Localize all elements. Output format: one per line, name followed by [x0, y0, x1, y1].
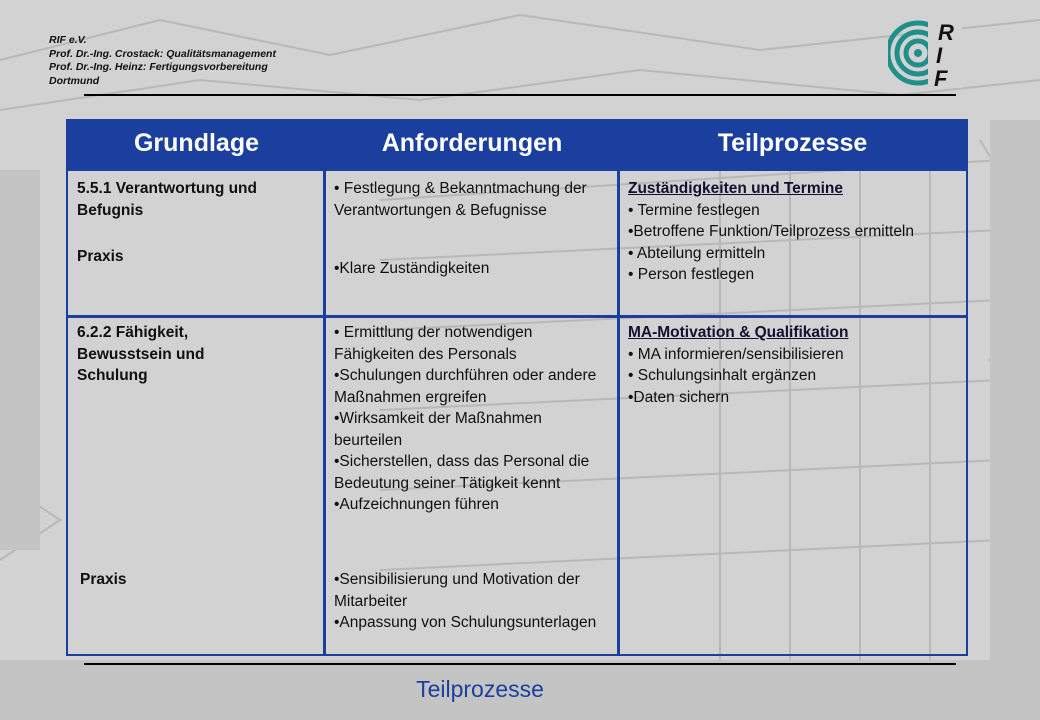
top-divider: [84, 94, 956, 96]
row1-teilprozesse: [628, 178, 958, 286]
list-item: •Aufzeichnungen führen: [334, 496, 499, 513]
header-teilprozesse: Teilprozesse: [717, 129, 868, 157]
row1-anforderungen-item: •Klare Zuständigkeiten: [334, 260, 490, 277]
list-item: • Ermittlung der notwendigen Fähigkeiten des Personals: [334, 324, 533, 363]
list-item: •Betroffene Funktion/Teilprozess ermitteln: [628, 223, 915, 240]
row2-teilprozesse: [628, 322, 958, 408]
header-grundlage: Grundlage: [133, 129, 259, 157]
list-item: •Sensibilisierung und Motivation der Mitarbeiter: [334, 571, 580, 610]
header-anforderungen: Anforderungen: [381, 129, 563, 157]
list-item: •Sicherstellen, dass das Personal die Bedeutung seiner Tätigkeit kennt: [334, 453, 590, 492]
row2-anforderungen-praxis: [334, 569, 610, 634]
list-item: •Schulungen durchführen oder andere Maßnahmen ergreifen: [334, 367, 597, 406]
row2-teilprozesse-title: MA-Motivation & Qualifikation: [628, 324, 849, 341]
column-divider: [323, 171, 326, 656]
org-professor-2: Prof. Dr.-Ing. Heinz: Fertigungsvorbereitung: [49, 61, 268, 73]
table-header: [68, 121, 966, 171]
org-professor-1: Prof. Dr.-Ing. Crostack: Qualitätsmanagement: [49, 47, 276, 60]
logo-letter-i: I: [936, 43, 943, 68]
row2-anforderungen: [334, 322, 610, 516]
list-item: •Daten sichern: [628, 388, 730, 406]
row1-praxis-label: Praxis: [77, 248, 124, 265]
list-item: • MA informieren/sensibilisieren: [628, 345, 844, 363]
row-divider: [68, 315, 966, 318]
list-item: • Person festlegen: [628, 266, 755, 283]
column-divider: [617, 171, 620, 656]
row2-grundlage-title: 6.2.2 Fähigkeit, Bewusstsein und Schulung: [77, 324, 205, 384]
list-item: • Schulungsinhalt ergänzen: [628, 367, 817, 384]
row1-teilprozesse-title: Zuständigkeiten und Termine: [628, 180, 844, 197]
slide-footer-title: Teilprozesse: [416, 676, 544, 702]
requirements-table: [66, 119, 968, 656]
organization-info: [49, 34, 276, 88]
org-city: Dortmund: [49, 74, 100, 87]
list-item: • Termine festlegen: [628, 201, 760, 219]
org-name: RIF e.V.: [49, 34, 87, 46]
list-item: • Abteilung ermitteln: [628, 244, 766, 262]
rif-logo-icon: [888, 16, 962, 90]
list-item: •Anpassung von Schulungsunterlagen: [334, 614, 597, 631]
logo-letter-f: F: [934, 66, 948, 90]
row1-anforderungen-item: • Festlegung & Bekanntmachung der Verantwortungen & Befugnisse: [334, 180, 587, 219]
list-item: •Wirksamkeit der Maßnahmen beurteilen: [334, 410, 542, 449]
row1-grundlage-title: 5.5.1 Verantwortung und Befugnis: [77, 180, 257, 219]
row2-praxis-label: Praxis: [80, 571, 127, 588]
bottom-divider: [84, 663, 956, 665]
logo-letter-r: R: [938, 20, 954, 45]
